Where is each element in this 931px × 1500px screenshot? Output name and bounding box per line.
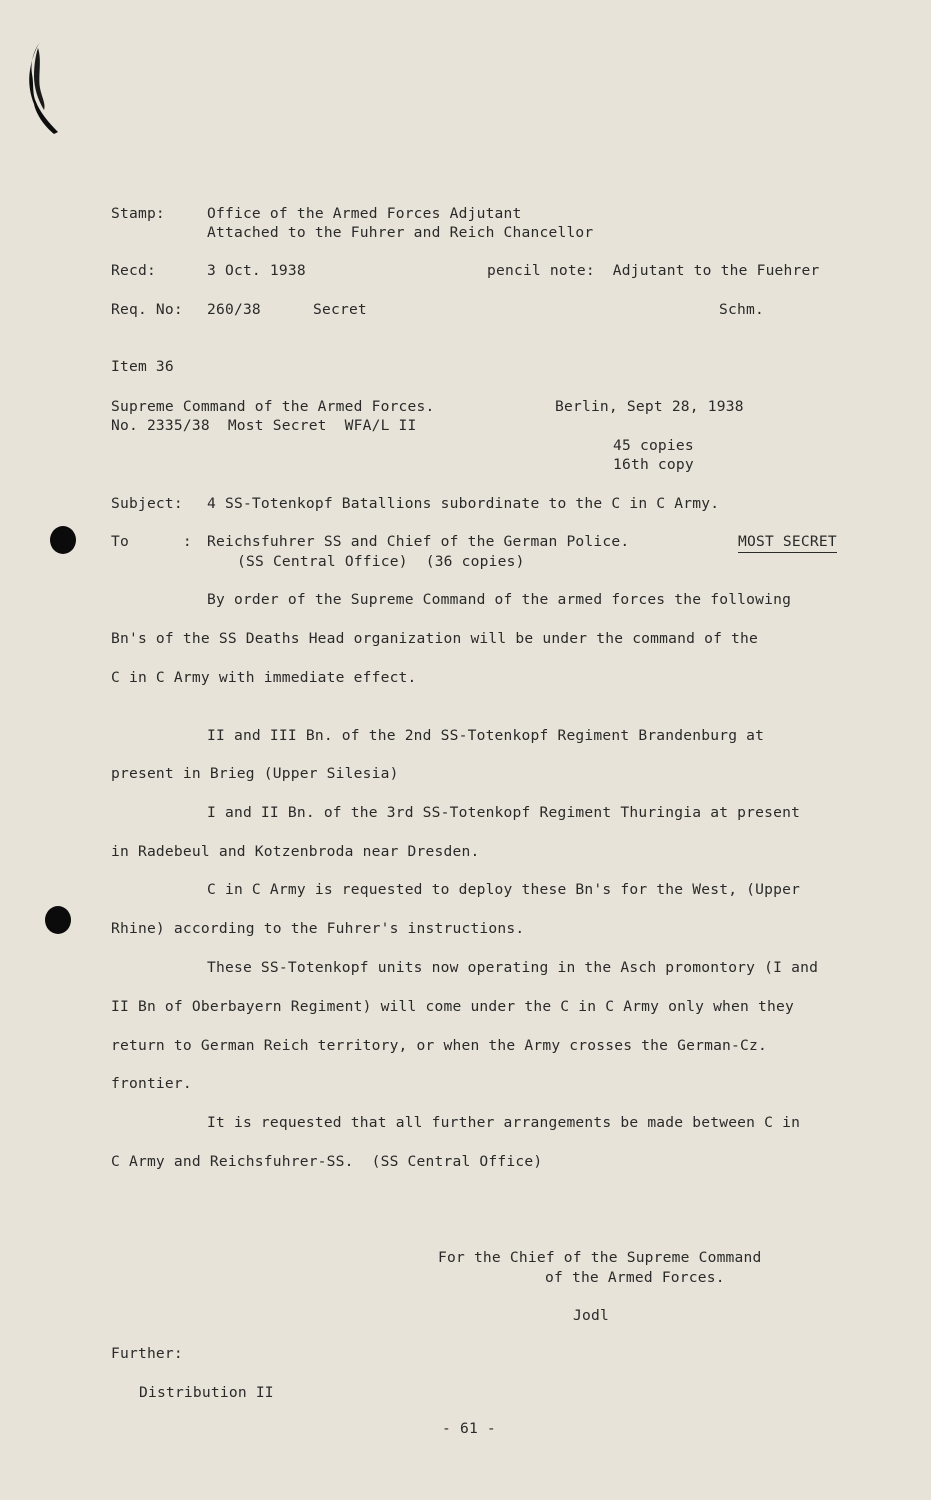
to-label: To : xyxy=(111,533,192,550)
further-label: Further: xyxy=(111,1345,183,1362)
punch-hole xyxy=(45,906,71,934)
signatory-name: Jodl xyxy=(573,1307,609,1324)
reg-classification: Secret xyxy=(313,301,367,318)
reference-number: No. 2335/38 Most Secret WFA/L II xyxy=(111,417,417,434)
body-line: in Radebeul and Kotzenbroda near Dresden. xyxy=(111,843,480,860)
to-line-1: Reichsfuhrer SS and Chief of the German Police. xyxy=(207,533,630,550)
copy-number: 16th copy xyxy=(613,456,694,473)
reg-label: Req. No: xyxy=(111,301,183,318)
body-line: return to German Reich territory, or when the Army crosses the German-Cz. xyxy=(111,1037,767,1054)
body-line: It is requested that all further arrangements be made between C in xyxy=(207,1114,801,1131)
subject-text: 4 SS-Totenkopf Batallions subordinate to the C in C Army. xyxy=(207,495,720,512)
recd-date: 3 Oct. 1938 xyxy=(207,262,306,279)
copies-count: 45 copies xyxy=(613,437,694,454)
body-line: II and III Bn. of the 2nd SS-Totenkopf Regiment Brandenburg at xyxy=(207,727,765,744)
body-line: C in C Army is requested to deploy these Bn's for the West, (Upper xyxy=(207,881,801,898)
body-line: C in C Army with immediate effect. xyxy=(111,669,417,686)
body-line: Rhine) according to the Fuhrer's instructions. xyxy=(111,920,525,937)
stamp-line-1: Office of the Armed Forces Adjutant xyxy=(207,205,522,222)
body-line: present in Brieg (Upper Silesia) xyxy=(111,765,399,782)
body-line: II Bn of Oberbayern Regiment) will come under the C in C Army only when they xyxy=(111,998,794,1015)
body-line: Bn's of the SS Deaths Head organization will be under the command of the xyxy=(111,630,759,647)
signature-line-1: For the Chief of the Supreme Command xyxy=(438,1249,762,1266)
to-line-2: (SS Central Office) (36 copies) xyxy=(237,553,525,570)
distribution: Distribution II xyxy=(139,1384,274,1401)
most-secret-marking: MOST SECRET xyxy=(738,532,837,553)
stamp-label: Stamp: xyxy=(111,205,165,222)
signature-line-2: of the Armed Forces. xyxy=(545,1269,725,1286)
punch-hole xyxy=(50,526,76,554)
item-number: Item 36 xyxy=(111,358,174,375)
body-line: frontier. xyxy=(111,1075,192,1092)
reg-number: 260/38 xyxy=(207,301,261,318)
recd-label: Recd: xyxy=(111,262,156,279)
subject-label: Subject: xyxy=(111,495,183,512)
body-line: I and II Bn. of the 3rd SS-Totenkopf Regiment Thuringia at present xyxy=(207,804,801,821)
issuing-org: Supreme Command of the Armed Forces. xyxy=(111,398,435,415)
stamp-line-2: Attached to the Fuhrer and Reich Chancellor xyxy=(207,224,594,241)
pencil-note: pencil note: Adjutant to the Fuehrer xyxy=(487,262,820,279)
body-line: By order of the Supreme Command of the armed forces the following xyxy=(207,591,792,608)
body-line: These SS-Totenkopf units now operating in the Asch promontory (I and xyxy=(207,959,819,976)
place-date: Berlin, Sept 28, 1938 xyxy=(555,398,744,415)
torn-edge-mark xyxy=(28,40,58,134)
body-line: C Army and Reichsfuhrer-SS. (SS Central Office) xyxy=(111,1153,543,1170)
page-number: - 61 - xyxy=(442,1420,496,1437)
reg-initials: Schm. xyxy=(719,301,764,318)
